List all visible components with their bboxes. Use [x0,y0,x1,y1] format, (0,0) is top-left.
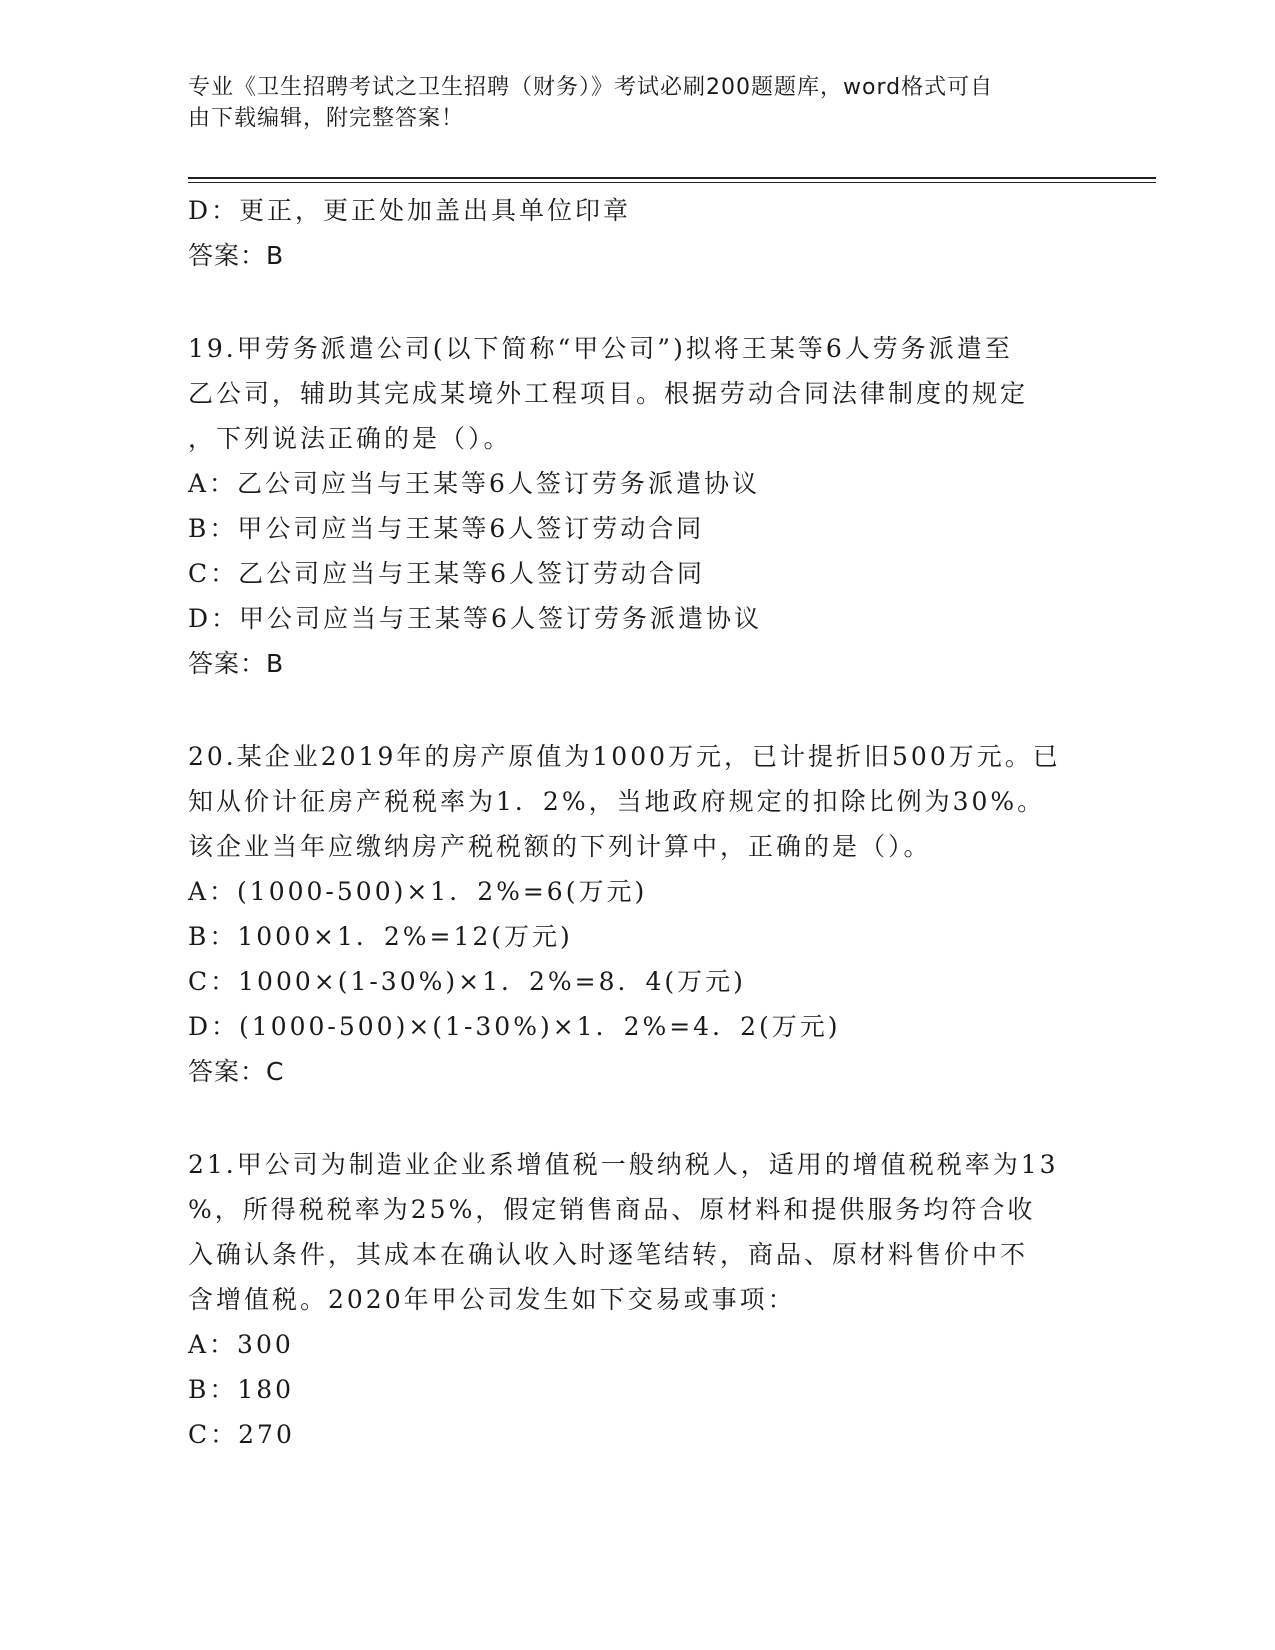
q19-option-d: D：甲公司应当与王某等6人签订劳务派遣协议 [188,604,762,633]
header-rule-thin [188,182,1156,183]
q21-option-c: C：270 [188,1420,295,1449]
question-20 [188,734,1088,1094]
spacer [188,1094,1088,1142]
q21-stem-line: 21.甲公司为制造业企业系增值税一般纳税人，适用的增值税税率为13 [188,1150,1059,1179]
q20-stem-line: 该企业当年应缴纳房产税税额的下列计算中，正确的是（）。 [188,832,932,861]
question-19 [188,326,1088,686]
q21-stem-line: %，所得税税率为25%，假定销售商品、原材料和提供服务均符合收 [188,1195,1036,1224]
q21-option-a: A：300 [188,1330,294,1359]
q19-stem-line: 19.甲劳务派遣公司(以下简称“甲公司”)拟将王某等6人劳务派遣至 [188,334,1013,363]
q21-stem-line: 入确认条件，其成本在确认收入时逐笔结转，商品、原材料售价中不 [188,1240,1029,1269]
header-line-2: 由下载编辑，附完整答案！ [188,106,465,131]
q20-stem-line: 知从价计征房产税税率为1．2%，当地政府规定的扣除比例为30%。 [188,787,1046,816]
q20-option-b: B：1000×1．2%=12(万元) [188,922,573,951]
spacer [188,686,1088,734]
q19-stem-line: 乙公司，辅助其完成某境外工程项目。根据劳动合同法律制度的规定 [188,379,1029,408]
prev-answer: 答案：B [188,241,285,270]
q21-stem-line: 含增值税。2020年甲公司发生如下交易或事项： [188,1285,796,1314]
question-21 [188,1142,1088,1457]
q20-option-c: C：1000×(1-30%)×1．2%=8．4(万元) [188,967,746,996]
q19-option-c: C：乙公司应当与王某等6人签订劳动合同 [188,559,706,588]
document-header [188,72,1068,134]
q20-option-a: A：(1000-500)×1．2%=6(万元) [188,877,648,906]
q20-stem-line: 20.某企业2019年的房产原值为1000万元，已计提折旧500万元。已 [188,742,1061,771]
document-body [188,188,1088,1457]
q19-answer: 答案：B [188,649,285,678]
header-line-1: 专业《卫生招聘考试之卫生招聘（财务）》考试必刷200题题库，word格式可自 [188,75,994,100]
q20-answer: 答案：C [188,1057,285,1086]
q20-option-d: D：(1000-500)×(1-30%)×1．2%=4．2(万元) [188,1012,841,1041]
q19-option-b: B：甲公司应当与王某等6人签订劳动合同 [188,514,705,543]
q19-option-a: A：乙公司应当与王某等6人签订劳务派遣协议 [188,469,760,498]
header-rule-thick [188,177,1156,179]
prev-option-d: D：更正，更正处加盖出具单位印章 [188,196,632,225]
q19-stem-line: ，下列说法正确的是（）。 [188,424,512,453]
spacer [188,278,1088,326]
q21-option-b: B：180 [188,1375,295,1404]
